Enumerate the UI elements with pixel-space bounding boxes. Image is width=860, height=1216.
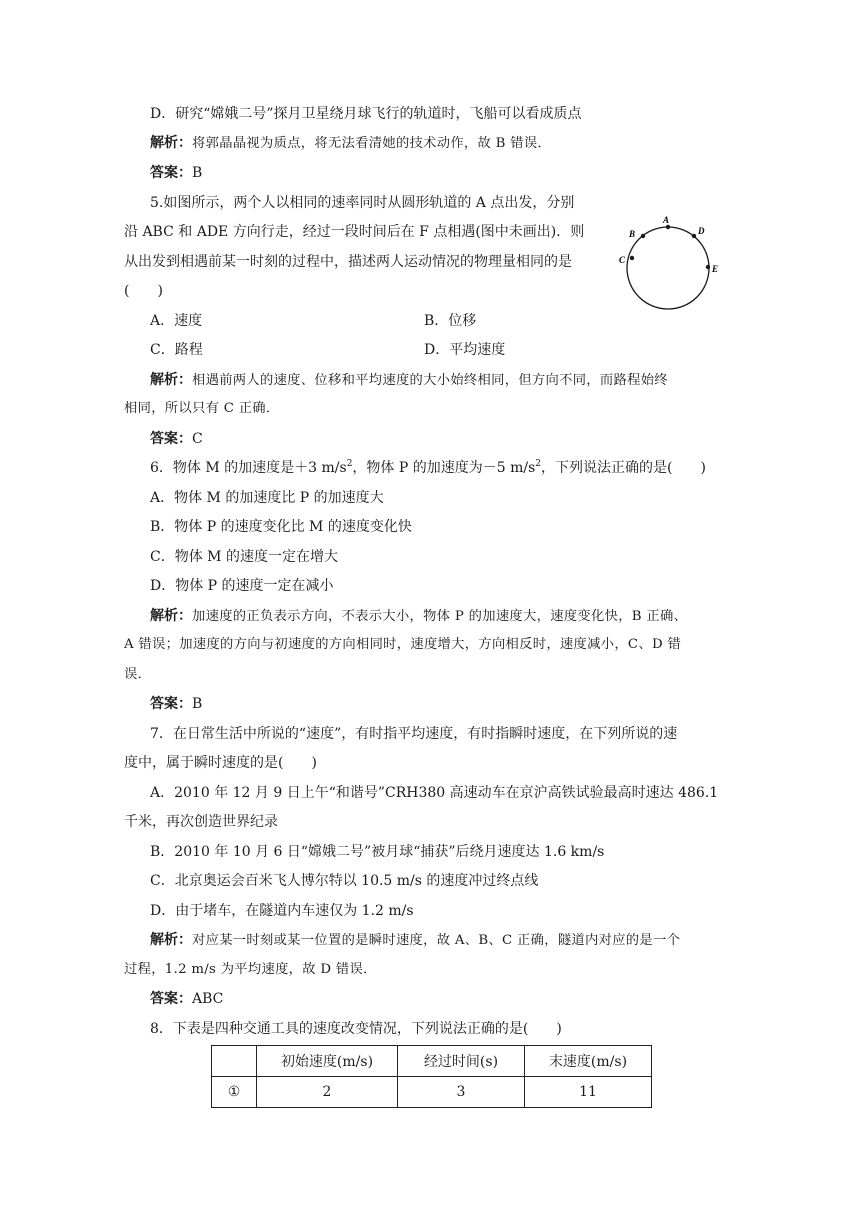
analysis-label: 解析： <box>150 608 192 624</box>
q7-stem-line-2: 度中，属于瞬时速度的是( ) <box>124 755 317 771</box>
q6-analysis-line-2: A 错误；加速度的方向与初速度的方向相同时，速度增大，方向相反时，速度减小，C、D 错 <box>124 637 682 652</box>
superscript: 2 <box>346 459 353 469</box>
analysis-text: 对应某一时刻或某一位置的是瞬时速度，故 A、B、C 正确，隧道内对应的是一个 <box>192 933 681 948</box>
point-d <box>692 234 696 238</box>
q8-stem: 8．下表是四种交通工具的速度改变情况，下列说法正确的是( ) <box>150 1021 562 1037</box>
answer-value: B <box>192 165 203 181</box>
label-c: C <box>619 255 626 265</box>
answer-value: B <box>192 696 203 712</box>
q5-analysis-line-1 <box>150 370 668 391</box>
q4-analysis <box>150 133 551 154</box>
analysis-text: 相遇前两人的速度、位移和平均速度的大小始终相同，但方向不同，而路程始终 <box>192 373 668 388</box>
label-a: A <box>663 215 670 225</box>
analysis-label: 解析： <box>150 932 192 948</box>
q5-answer <box>150 429 203 449</box>
q7-option-a-line-1: A．2010 年 12 月 9 日上午“和谐号”CRH380 高速动车在京沪高铁试验最高时速达 486.1 <box>150 785 719 801</box>
q5-stem-line-1: 5.如图所示，两个人以相同的速率同时从圆形轨道的 A 点出发，分别 <box>150 195 575 211</box>
answer-label: 答案： <box>150 991 192 1007</box>
table-header-row <box>212 1046 652 1077</box>
point-c <box>630 256 634 260</box>
q7-option-a-line-2: 千米，再次创造世界纪录 <box>124 814 278 830</box>
q7-analysis-line-1 <box>150 930 680 951</box>
q6-analysis-line-1 <box>150 606 687 627</box>
q4-answer <box>150 163 202 183</box>
q5-option-c: C．路程 <box>150 342 203 358</box>
circle-track <box>627 227 709 309</box>
table-header-cell: 初始速度(m/s) <box>257 1046 398 1077</box>
answer-label: 答案： <box>150 431 192 447</box>
q7-answer <box>150 989 223 1009</box>
point-b <box>641 234 645 238</box>
label-b: B <box>629 229 636 239</box>
label-e: E <box>712 264 719 274</box>
q6-analysis-line-3: 误． <box>124 667 152 682</box>
table-cell: 3 <box>398 1077 525 1108</box>
answer-value: C <box>192 431 203 447</box>
q5-option-a: A．速度 <box>150 313 203 329</box>
answer-value: ABC <box>192 991 224 1007</box>
q5-analysis-line-2: 相同，所以只有 C 正确． <box>124 401 280 416</box>
q6-stem-part-3: ，下列说法正确的是( ) <box>541 460 706 476</box>
q6-option-b: B．物体 P 的速度变化比 M 的速度变化快 <box>150 519 412 535</box>
answer-label: 答案： <box>150 165 192 181</box>
q7-option-b: B．2010 年 10 月 6 日“嫦娥二号”被月球“捕获”后绕月速度达 1.6 km/s <box>150 844 605 860</box>
q6-answer <box>150 694 202 714</box>
q6-option-c: C．物体 M 的速度一定在增大 <box>150 549 338 565</box>
label-d: D <box>698 226 705 236</box>
table-row <box>212 1077 652 1108</box>
q7-option-d: D．由于堵车，在隧道内车速仅为 1.2 m/s <box>150 903 414 919</box>
q6-stem <box>150 458 706 478</box>
table-cell: 11 <box>525 1077 652 1108</box>
circular-track-figure <box>612 212 732 316</box>
q4-option-d: D．研究“嫦娥二号”探月卫星绕月球飞行的轨道时，飞船可以看成质点 <box>150 106 582 122</box>
analysis-text: 将郭晶晶视为质点，将无法看清她的技术动作，故 B 错误． <box>192 136 552 151</box>
q7-option-c: C．北京奥运会百米飞人博尔特以 10.5 m/s 的速度冲过终点线 <box>150 873 539 889</box>
table-header-cell <box>212 1046 257 1077</box>
table-cell: 2 <box>257 1077 398 1108</box>
q5-stem-line-3: 从出发到相遇前某一时刻的过程中，描述两人运动情况的物理量相同的是 <box>124 254 572 270</box>
table-header-cell: 经过时间(s) <box>398 1046 525 1077</box>
q6-stem-part-2: ，物体 P 的加速度为－5 m/s <box>352 460 536 476</box>
answer-label: 答案： <box>150 696 192 712</box>
analysis-text: 加速度的正负表示方向，不表示大小，物体 P 的加速度大，速度变化快，B 正确、 <box>192 609 688 624</box>
table-header-cell: 末速度(m/s) <box>525 1046 652 1077</box>
q6-option-d: D．物体 P 的速度一定在减小 <box>150 578 334 594</box>
q5-option-d: D．平均速度 <box>424 342 506 358</box>
q7-analysis-line-2: 过程，1.2 m/s 为平均速度，故 D 错误． <box>124 962 377 977</box>
q5-stem-line-4: ( ) <box>124 283 163 299</box>
q5-stem-line-2: 沿 ABC 和 ADE 方向行走，经过一段时间后在 F 点相遇(图中未画出)．则 <box>124 224 585 240</box>
speed-change-table <box>211 1045 652 1108</box>
q6-option-a: A．物体 M 的加速度比 P 的加速度大 <box>150 490 384 506</box>
q5-option-b: B．位移 <box>424 313 477 329</box>
table-cell: ① <box>212 1077 257 1108</box>
point-e <box>706 265 710 269</box>
q7-stem-line-1: 7．在日常生活中所说的“速度”，有时指平均速度，有时指瞬时速度，在下列所说的速 <box>150 726 678 742</box>
superscript: 2 <box>535 459 542 469</box>
analysis-label: 解析： <box>150 135 192 151</box>
q6-stem-part-1: 6．物体 M 的加速度是＋3 m/s <box>150 460 347 476</box>
analysis-label: 解析： <box>150 372 192 388</box>
point-a <box>666 225 670 229</box>
